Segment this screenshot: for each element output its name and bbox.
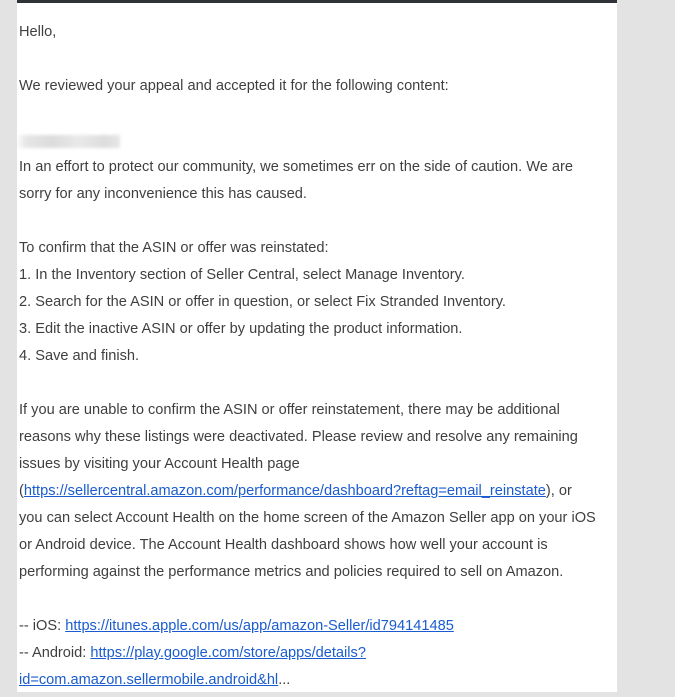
step-2: 2. Search for the ASIN or offer in question, or select Fix Stranded Inventory.: [19, 294, 506, 310]
blank-line: [19, 100, 617, 127]
step-4: 4. Save and finish.: [19, 348, 140, 364]
truncation-ellipsis: ...: [278, 672, 291, 688]
email-body: [19, 19, 617, 692]
blank-line: [19, 46, 617, 73]
app-text-line-3: performing against the performance metrics and policies required to sell on Amazon.: [19, 564, 564, 580]
ios-line: [19, 613, 617, 640]
account-health-link-line: [19, 478, 617, 505]
paren-close-text: ), or: [545, 483, 572, 499]
android-app-link-part-2[interactable]: id=com.amazon.sellermobile.android&hl: [19, 672, 279, 688]
blank-line: [19, 370, 617, 397]
email-message: [17, 0, 617, 692]
android-app-link-part-1[interactable]: https://play.google.com/store/apps/details?: [90, 645, 366, 661]
unable-text-line-3: issues by visiting your Account Health page: [19, 456, 300, 472]
step-1: 1. In the Inventory section of Seller Central, select Manage Inventory.: [19, 267, 465, 283]
account-health-link[interactable]: https://sellercentral.amazon.com/performance/dashboard?reftag=email_reinstate: [23, 483, 546, 499]
android-label: -- Android:: [19, 645, 91, 661]
intro-text: We reviewed your appeal and accepted it for the following content:: [19, 78, 449, 94]
ios-app-link[interactable]: https://itunes.apple.com/us/app/amazon-Seller/id794141485: [65, 618, 454, 634]
caution-text-line-1: In an effort to protect our community, we sometimes err on the side of caution. We are: [19, 159, 574, 175]
confirm-heading: To confirm that the ASIN or offer was reinstated:: [19, 240, 329, 256]
greeting: Hello,: [19, 24, 57, 40]
redacted-content-row: [19, 127, 617, 154]
redacted-content: [17, 135, 120, 148]
unable-text-line-2: reasons why these listings were deactivated. Please review and resolve any remaining: [19, 429, 578, 445]
step-3: 3. Edit the inactive ASIN or offer by updating the product information.: [19, 321, 463, 337]
blank-line: [19, 208, 617, 235]
ios-label: -- iOS:: [19, 618, 66, 634]
android-line-2: [19, 667, 617, 692]
android-line: [19, 640, 617, 667]
caution-text-line-2: sorry for any inconvenience this has caused.: [19, 186, 307, 202]
app-text-line-1: you can select Account Health on the home screen of the Amazon Seller app on your iOS: [19, 510, 596, 526]
app-text-line-2: or Android device. The Account Health dashboard shows how well your account is: [19, 537, 548, 553]
paren-open: (: [19, 483, 24, 499]
unable-text-line-1: If you are unable to confirm the ASIN or offer reinstatement, there may be additional: [19, 402, 560, 418]
blank-line: [19, 586, 617, 613]
